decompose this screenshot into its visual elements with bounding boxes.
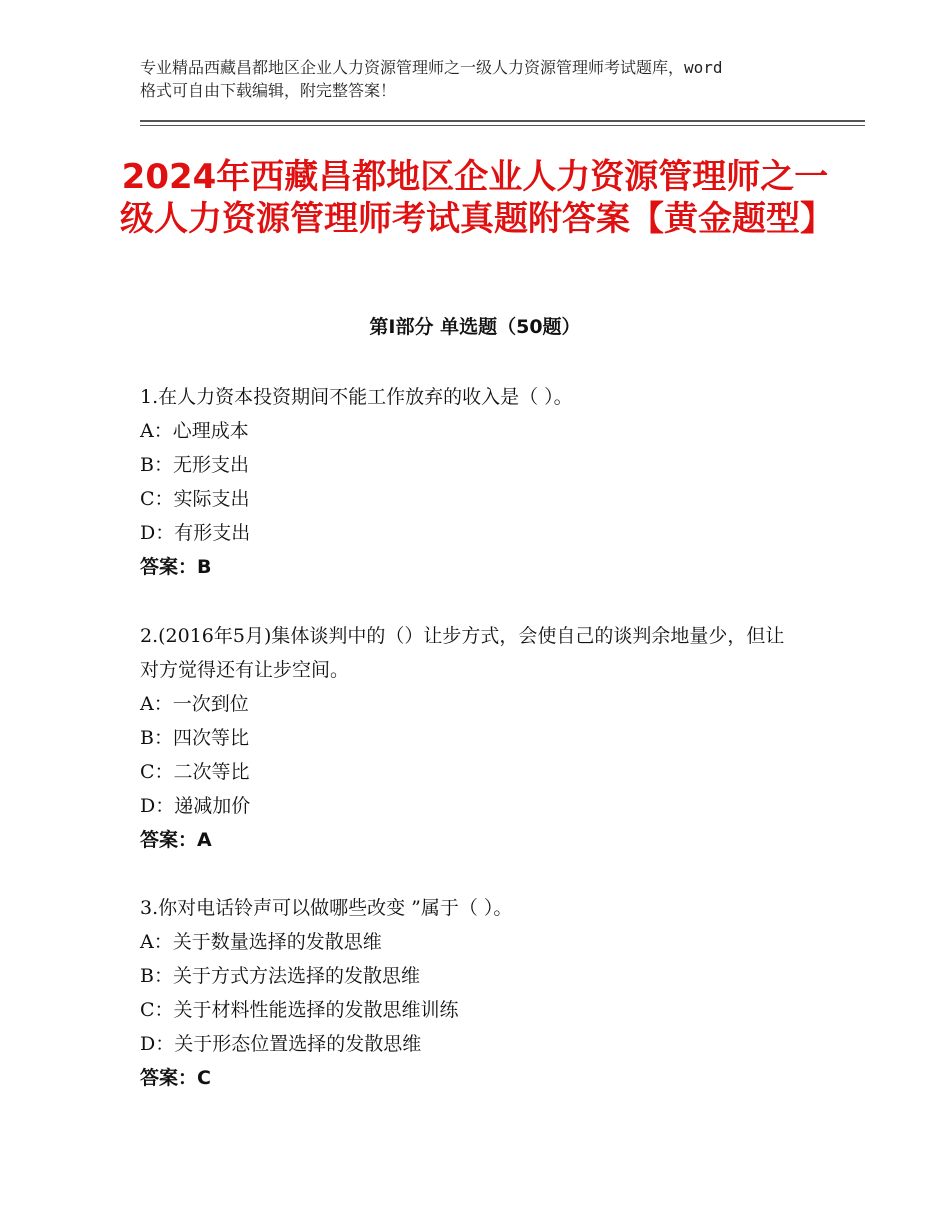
- option-c: C：实际支出: [140, 488, 250, 510]
- header-divider: [140, 120, 865, 122]
- option-b: B：四次等比: [140, 727, 249, 749]
- option-c: C：二次等比: [140, 761, 250, 783]
- question-block: [140, 891, 820, 1095]
- question-stem: 3.你对电话铃声可以做哪些改变 ”属于（ ）。: [140, 897, 513, 919]
- option-c: C：关于材料性能选择的发散思维训练: [140, 999, 459, 1021]
- header-note-line: 格式可自由下载编辑，附完整答案！: [140, 81, 397, 100]
- option-d: D：递减加价: [140, 795, 251, 817]
- option-b: B：无形支出: [140, 454, 249, 476]
- answer: 答案：A: [140, 829, 212, 851]
- header-note-line: 专业精品西藏昌都地区企业人力资源管理师之一级人力资源管理师考试题库，word: [140, 58, 723, 77]
- section-title: 第Ⅰ部分 单选题（50题）: [369, 316, 581, 338]
- header-divider: [140, 125, 865, 126]
- question-block: [140, 380, 820, 584]
- question-stem: 2.(2016年5月)集体谈判中的（）让步方式，会使自己的谈判余地量少，但让对方觉得还有让步空间。: [140, 625, 785, 681]
- question-block: [140, 619, 820, 857]
- answer: 答案：B: [140, 556, 212, 578]
- page-title: 2024年西藏昌都地区企业人力资源管理师之一级人力资源管理师考试真题附答案【黄金题型】: [120, 157, 834, 239]
- option-a: A：一次到位: [140, 693, 249, 715]
- header-note: [140, 56, 830, 102]
- option-a: A：关于数量选择的发散思维: [140, 931, 382, 953]
- option-d: D：有形支出: [140, 522, 251, 544]
- option-a: A：心理成本: [140, 420, 249, 442]
- question-stem: 1.在人力资本投资期间不能工作放弃的收入是（ ）。: [140, 386, 573, 408]
- option-d: D：关于形态位置选择的发散思维: [140, 1033, 422, 1055]
- option-b: B：关于方式方法选择的发散思维: [140, 965, 420, 987]
- answer: 答案：C: [140, 1067, 211, 1089]
